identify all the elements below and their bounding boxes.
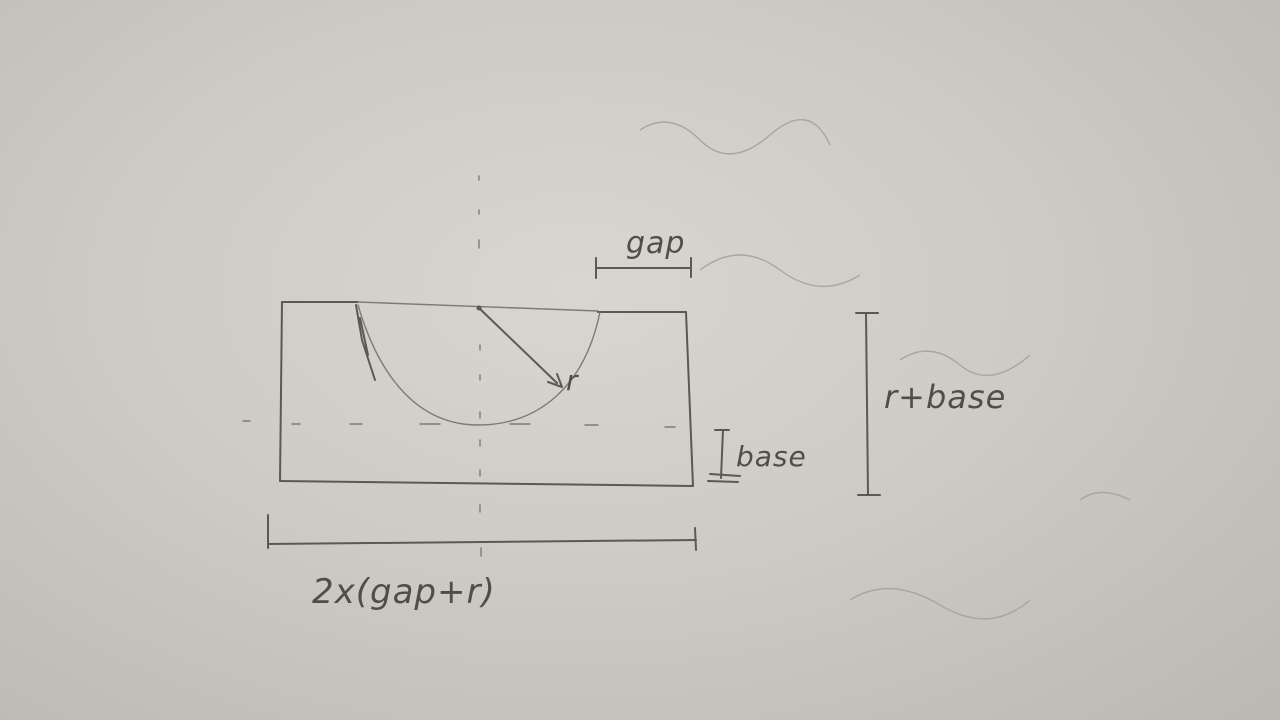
total-width-dimension <box>268 515 696 550</box>
show-through-strokes <box>640 120 1130 619</box>
gap-dimension <box>596 258 691 278</box>
total-width-label: 2x(gap+r) <box>312 572 496 612</box>
r-plus-base-dimension <box>856 313 880 495</box>
radius-dimension <box>477 306 563 388</box>
radius-label: r <box>566 364 579 397</box>
r-plus-base-label: r+base <box>884 378 1007 416</box>
part-outline <box>280 302 693 486</box>
base-label: base <box>736 440 807 473</box>
center-axis-vertical <box>479 176 481 556</box>
gap-label: gap <box>626 226 686 261</box>
